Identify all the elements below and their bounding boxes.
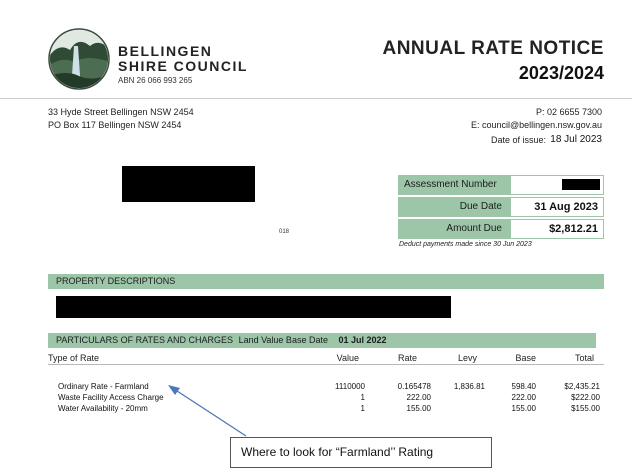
council-name-line2: SHIRE COUNCIL	[118, 58, 248, 74]
col-value-header: Value	[336, 353, 359, 363]
rate-row-1-type: Ordinary Rate - Farmland	[58, 382, 149, 391]
table-header-divider	[48, 364, 604, 365]
council-logo	[48, 28, 110, 90]
email-address: E: council@bellingen.nsw.gov.au	[470, 120, 602, 130]
base-date-label: Land Value Base Date	[238, 335, 328, 345]
council-name	[118, 44, 248, 74]
issue-date: 18 Jul 2023	[550, 134, 602, 145]
rate-row-1-base: 598.40	[511, 382, 536, 391]
rate-row-3-value: 1	[360, 404, 365, 413]
council-name-line1: BELLINGEN	[118, 43, 213, 59]
amount-due-value: $2,812.21	[510, 219, 604, 239]
due-date-label: Due Date	[398, 197, 510, 217]
rate-row-2-total: $222.00	[571, 393, 600, 402]
redacted-addressee	[122, 166, 255, 202]
col-type-header: Type of Rate	[48, 353, 100, 363]
farmland-callout: Where to look for “Farmland’’ Rating	[230, 437, 492, 468]
assessment-number-value	[510, 175, 604, 195]
rate-row-3-base: 155.00	[511, 404, 536, 413]
amount-due-label: Amount Due	[398, 219, 510, 239]
rate-row-2-rate: 222.00	[406, 393, 431, 402]
rate-row-1-value: 1110000	[335, 382, 365, 391]
rates-charges-heading	[48, 333, 596, 348]
deduct-payments-note	[399, 241, 532, 248]
rate-row-3-total: $155.00	[571, 404, 600, 413]
assessment-number-label: Assessment Number	[398, 175, 510, 195]
abn-number: ABN 26 066 993 265	[118, 76, 193, 85]
issue-date-label: Date of issue:	[490, 135, 546, 145]
rate-row-2-value: 1	[360, 393, 365, 402]
po-box-address: PO Box 117 Bellingen NSW 2454	[48, 120, 182, 130]
property-descriptions-heading: PROPERTY DESCRIPTIONS	[48, 274, 604, 289]
header-divider	[0, 98, 632, 99]
phone-number: P: 02 6655 7300	[535, 107, 602, 117]
rate-row-2-base: 222.00	[511, 393, 536, 402]
deduct-note-text: Deduct payments made since	[399, 241, 494, 248]
due-date-value: 31 Aug 2023	[510, 197, 604, 217]
amount-due-row	[398, 219, 604, 239]
rate-row-1-levy: 1,836.81	[453, 382, 485, 391]
assessment-number-row	[398, 175, 604, 195]
notice-year: 2023/2024	[518, 63, 604, 83]
rate-row-2-type: Waste Facility Access Charge	[58, 393, 164, 402]
base-date-value: 01 Jul 2022	[338, 335, 387, 345]
rate-row-3-type: Water Availability - 20mm	[58, 404, 148, 413]
street-address: 33 Hyde Street Bellingen NSW 2454	[48, 107, 194, 117]
deduct-note-date: 30 Jun 2023	[493, 241, 532, 248]
rate-row-3-rate: 155.00	[406, 404, 431, 413]
rate-row-1-rate: 0.165478	[397, 382, 431, 391]
notice-title: ANNUAL RATE NOTICE	[382, 38, 604, 59]
col-base-header: Base	[515, 353, 536, 363]
col-levy-header: Levy	[457, 353, 477, 363]
redacted-property-description	[56, 296, 451, 318]
col-total-header: Total	[574, 353, 594, 363]
redacted-assessment-number	[562, 179, 600, 190]
rates-heading-text: PARTICULARS OF RATES AND CHARGES	[56, 335, 234, 345]
rate-row-1-total: $2,435.21	[564, 382, 600, 391]
due-date-row	[398, 197, 604, 217]
col-rate-header: Rate	[397, 353, 417, 363]
mail-code: 018	[279, 229, 290, 235]
